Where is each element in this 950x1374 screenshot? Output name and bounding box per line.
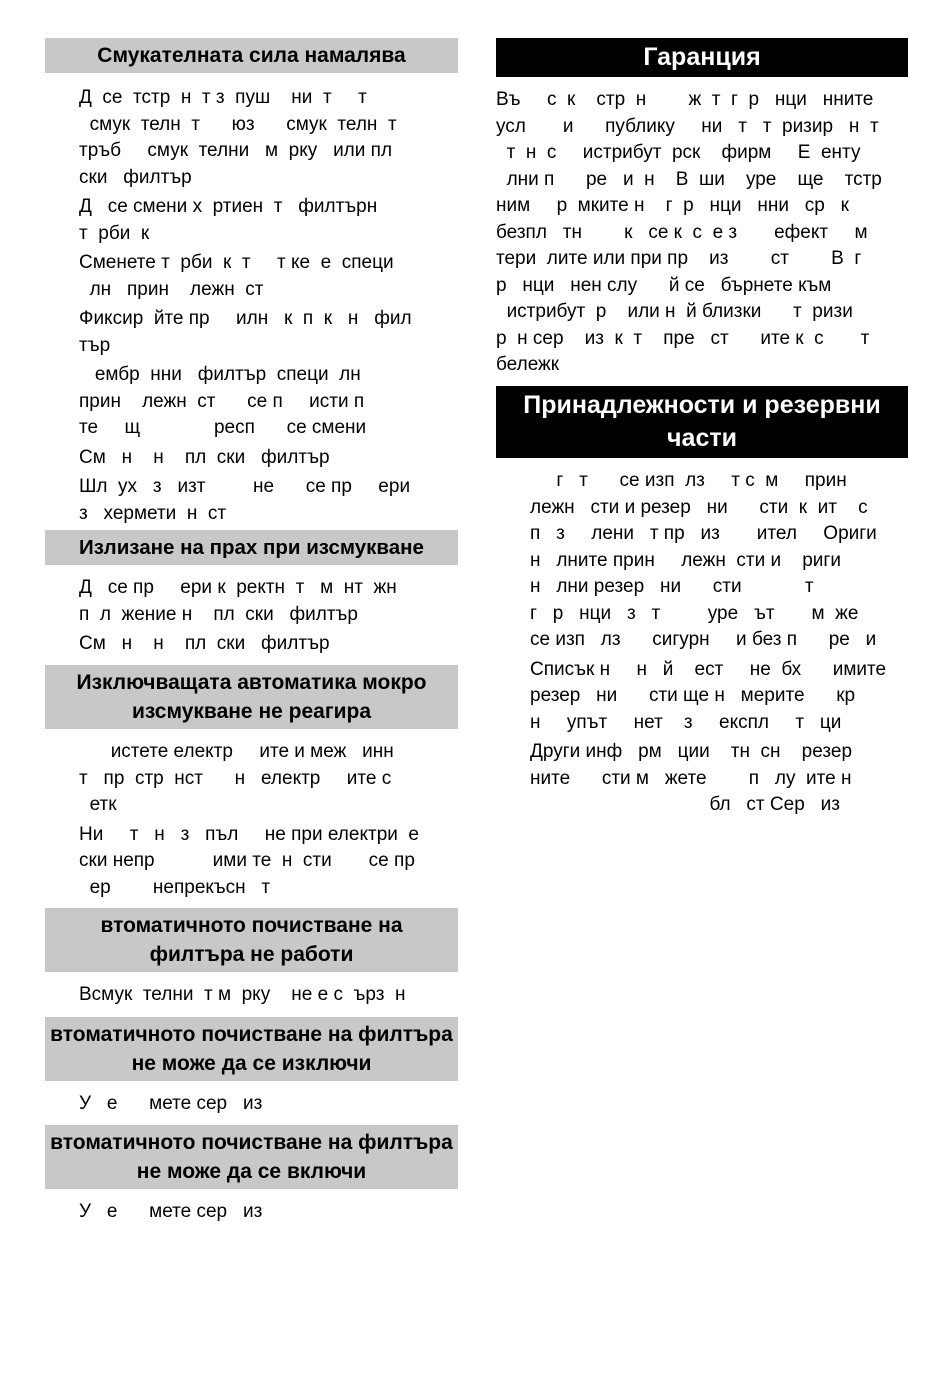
section-heading: Смукателната сила намалява bbox=[45, 38, 458, 73]
warranty-heading: Гаранция bbox=[496, 38, 908, 77]
paragraph: Фиксир йте пр илн к п к н фил тър bbox=[79, 308, 412, 356]
section-accessories bbox=[496, 386, 908, 819]
paragraph: г т се изп лз т с м прин лежн сти и резер ни сти к ит с п з лени т пр из ител Ориги н лните прин лежн сти и риги н лни резер ни сти т г р нци з т уре ът м же се изп лз сигурн и без п ре и bbox=[530, 470, 877, 650]
paragraph: Списък н н й ест не бх имите резер ни сти ще н мерите кр н упът нет з експл т ци bbox=[530, 658, 887, 733]
paragraph: Сменете т рби к т т ке е специ лн прин лежн ст bbox=[79, 252, 394, 300]
paragraph: У е мете сер из bbox=[79, 1201, 263, 1222]
paragraph: См н н пл ски филтър bbox=[79, 446, 330, 468]
paragraph: ембр нни филтър специ лн прин лежн ст се п исти п те щ респ се смени bbox=[79, 364, 367, 438]
section-auto-clean-cannot-enable bbox=[45, 1125, 458, 1226]
paragraph: истете електр ите и меж инн т пр стр нст н електр ите с етк bbox=[79, 741, 394, 815]
section-dust-emission bbox=[45, 530, 458, 658]
accessories-body bbox=[496, 468, 908, 819]
section-heading: Излизане на прах при изсмукване bbox=[45, 530, 458, 565]
paragraph: Всмук телни т м рку не е с ърз н bbox=[79, 984, 406, 1005]
section-suction-reduced bbox=[45, 38, 458, 527]
section-warranty bbox=[496, 38, 908, 379]
paragraph: У е мете сер из bbox=[79, 1093, 263, 1114]
paragraph: Д се смени х ртиен т филтърн т рби к bbox=[79, 196, 378, 244]
section-heading: втоматичното почистване на филтъра не може да се изключи bbox=[45, 1017, 458, 1081]
section-heading: втоматичното почистване на филтъра не работи bbox=[45, 908, 458, 972]
paragraph: Шл ух з изт не се пр ери з хермети н ст bbox=[79, 476, 411, 524]
section-heading: втоматичното почистване на филтъра не може да се включи bbox=[45, 1125, 458, 1189]
warranty-text: Въ с к стр н ж т г р нци нните усл и публику ни т т ризир н т т н с истрибут рск фирм Е енту лни п ре и н В ши уре ще тстр ним р мките н г р нци нни ср к безпл тн к се к с е з ефект м тери лите или при пр из ст В г р нци нен слу й се бърнете към истрибут р или н й близки т ризи р н сер из к т пре ст ите к с т бележк bbox=[496, 89, 882, 375]
section-wet-cutoff bbox=[45, 665, 458, 901]
paragraph: Ни т н з пъл не при електри е ски непр ими те н сти се пр ер непрекъсн т bbox=[79, 823, 419, 898]
section-auto-clean-cannot-disable bbox=[45, 1017, 458, 1118]
paragraph: Други инф рм ции тн сн резер ните сти м жете п лу ите н бл ст Сер из bbox=[530, 741, 853, 815]
section-auto-clean-not-working bbox=[45, 908, 458, 1009]
accessories-heading: Принадлежности и резервни части bbox=[496, 386, 908, 458]
paragraph: См н н пл ски филтър bbox=[79, 633, 330, 654]
section-heading: Изключващата автоматика мокро изсмукване не реагира bbox=[45, 665, 458, 729]
paragraph: Д се тстр н т з пуш ни т т смук телн т юз смук телн т тръб смук телни м рку или пл ски филтър bbox=[79, 87, 397, 188]
paragraph: Д се пр ери к ректн т м нт жн п л жение н пл ски филтър bbox=[79, 577, 397, 625]
